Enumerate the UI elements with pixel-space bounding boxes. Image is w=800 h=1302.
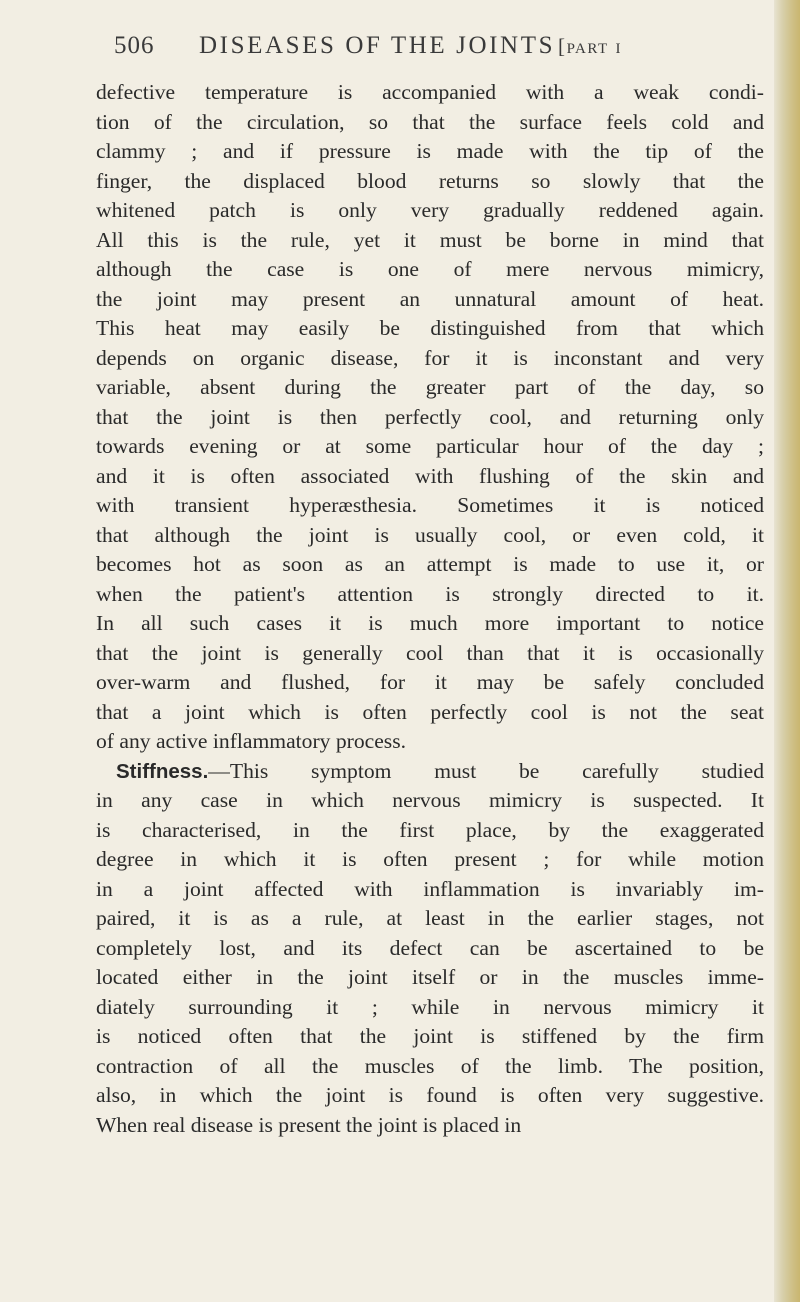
text-line: diately surrounding it ; while in nervous mimicry it (96, 994, 764, 1019)
part-bracket: [ (558, 34, 567, 58)
text-line: with transient hyperæsthesia. Sometimes it is noticed (96, 493, 764, 517)
text-line: This heat may easily be distinguished from that which (96, 316, 764, 340)
book-page (96, 30, 764, 1140)
text-line: clammy ; and if pressure is made with the tip of the (96, 139, 764, 163)
body-text (96, 78, 764, 1140)
text-line: defective temperature is accompanied with a weak condi- (96, 80, 764, 104)
text-line: also, in which the joint is found is often very suggestive. (96, 1083, 764, 1107)
part-number: I (615, 41, 623, 57)
text-line: although the case is one of mere nervous mimicry, (96, 257, 764, 281)
text-line (96, 757, 764, 787)
text-line: completely lost, and its defect can be ascertained to be (96, 935, 764, 960)
text-line: contraction of all the muscles of the limb. The position, (96, 1053, 764, 1078)
text-line: degree in which it is often present ; for while motion (96, 847, 764, 871)
text-line: and it is often associated with flushing of the skin and (96, 463, 764, 488)
text-line: paired, it is as a rule, at least in the earlier stages, not (96, 906, 764, 930)
text-line: towards evening or at some particular hour of the day ; (96, 434, 764, 458)
paragraph-stiffness (96, 757, 764, 1141)
part-indicator (558, 34, 622, 59)
text-line: that a joint which is often perfectly cool is not the seat (96, 699, 764, 724)
text-line: depends on organic disease, for it is inconstant and very (96, 345, 764, 370)
paragraph-stiffness-lines (96, 786, 764, 1140)
text-line: of any active inflammatory process. (96, 729, 406, 753)
text-line: All this is the rule, yet it must be borne in mind that (96, 227, 764, 252)
running-title: DISEASES OF THE JOINTS (199, 32, 556, 59)
text-line: In all such cases it is much more important to notice (96, 611, 764, 635)
text-line: becomes hot as soon as an attempt is made to use it, or (96, 552, 764, 576)
text-line: the joint may present an unnatural amount of heat. (96, 286, 764, 311)
text-line: that the joint is generally cool than that it is occasionally (96, 640, 764, 665)
text-line: variable, absent during the greater part of the day, so (96, 375, 764, 399)
page-edge (774, 0, 800, 1302)
text-line: in a joint affected with inflammation is invariably im- (96, 876, 764, 901)
paragraph-temperature (96, 78, 764, 757)
text-line: finger, the displaced blood returns so slowly that the (96, 168, 764, 193)
side-heading-stiffness: Stiffness. (116, 759, 209, 783)
text-line: over-warm and flushed, for it may be safely concluded (96, 670, 764, 694)
text-line: located either in the joint itself or in the muscles imme- (96, 965, 764, 989)
text-line: When real disease is present the joint is placed in (96, 1112, 522, 1137)
side-heading-continuation: —This symptom must be carefully studied (208, 758, 764, 783)
text-line: is characterised, in the first place, by the exaggerated (96, 817, 764, 842)
text-line: when the patient's attention is strongly directed to it. (96, 581, 764, 606)
part-word: PART (566, 41, 609, 57)
page-number: 506 (114, 32, 155, 59)
text-line: is noticed often that the joint is stiffened by the firm (96, 1024, 764, 1048)
text-line: in any case in which nervous mimicry is suspected. It (96, 788, 764, 812)
running-header (96, 30, 764, 64)
text-line: that although the joint is usually cool, or even cold, it (96, 522, 764, 547)
text-line: whitened patch is only very gradually reddened again. (96, 198, 764, 222)
text-line: tion of the circulation, so that the surface feels cold and (96, 109, 764, 134)
text-line: that the joint is then perfectly cool, and returning only (96, 404, 764, 429)
